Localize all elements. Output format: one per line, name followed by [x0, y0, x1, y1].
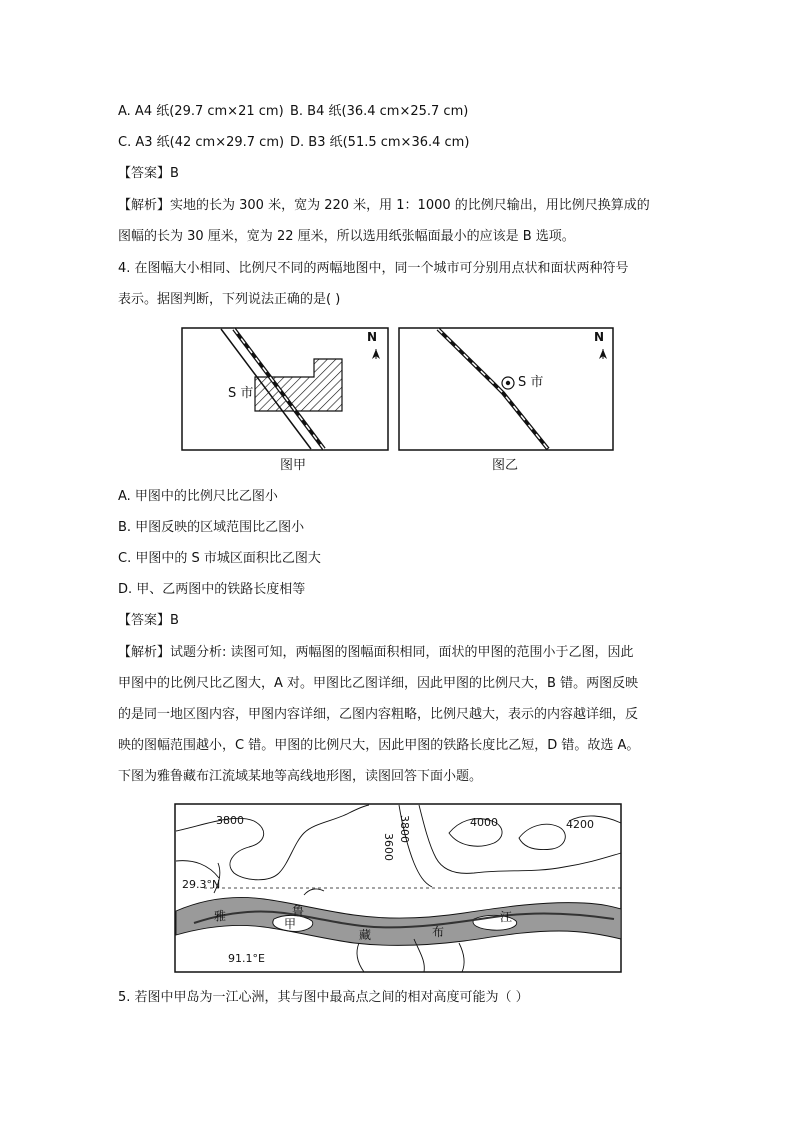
q4-analysis-line1: 【解析】试题分析: 读图可知，两幅图的图幅面积相同，面状的甲图的范围小于乙图，因此: [118, 645, 634, 660]
contour-label-3800-left: 3800: [216, 814, 244, 827]
river-char-jiang: 江: [500, 910, 513, 924]
figure-jia: [181, 327, 389, 451]
figure-jia-caption: 图甲: [280, 458, 307, 473]
q4-option-a: A. 甲图中的比例尺比乙图小: [118, 489, 278, 504]
q4-option-c: C. 甲图中的 S 市城区面积比乙图大: [118, 551, 321, 566]
north-label: N: [594, 330, 605, 344]
river-char-bu: 布: [432, 925, 445, 939]
map-intro: 下图为雅鲁藏布江流域某地等高线地形图，读图回答下面小题。: [118, 769, 483, 784]
river-char-zang: 藏: [359, 928, 372, 942]
q4-answer: 【答案】B: [118, 613, 179, 628]
q4-analysis-line2: 甲图中的比例尺比乙图大，A 对。甲图比乙图详细，因此甲图的比例尺大，B 错。两图反映: [118, 676, 639, 691]
q4-option-d: D. 甲、乙两图中的铁路长度相等: [118, 582, 306, 597]
q3-analysis-line1: 【解析】实地的长为 300 米，宽为 220 米，用 1：1000 的比例尺输出，用比例尺换算成的: [118, 198, 650, 213]
island-label: 甲: [284, 917, 297, 931]
q4-stem-line1: 4. 在图幅大小相同、比例尺不同的两幅地图中，同一个城市可分别用点状和面状两种符号: [118, 261, 629, 276]
q4-option-b: B. 甲图反映的区域范围比乙图小: [118, 520, 305, 535]
q3-answer: 【答案】B: [118, 166, 179, 181]
q3-analysis-line2: 图幅的长为 30 厘米，宽为 22 厘米，所以选用纸张幅面最小的应该是 B 选项。: [118, 229, 575, 244]
river-char-lu: 鲁: [292, 904, 305, 918]
figure-yi: [398, 327, 614, 451]
contour-label-3800-mid: 3800: [398, 815, 411, 843]
city-label: S 市: [518, 375, 544, 390]
q3-option-a: A. A4 纸(29.7 cm×21 cm): [118, 104, 284, 119]
q3-option-b: B. B4 纸(36.4 cm×25.7 cm): [290, 104, 469, 119]
contour-label-3600: 3600: [382, 833, 395, 861]
q4-analysis-line4: 映的图幅范围越小，C 错。甲图的比例尺大，因此甲图的铁路长度比乙短，D 错。故选 A。: [118, 738, 640, 753]
q4-analysis-line3: 的是同一地区图内容，甲图内容详细，乙图内容粗略，比例尺越大，表示的内容越详细，反: [118, 707, 639, 722]
city-label: S 市: [228, 386, 254, 401]
latitude-label: 29.3°N: [182, 878, 221, 891]
figure-jia-map: [181, 327, 389, 451]
contour-label-4200: 4200: [566, 818, 594, 831]
q5-stem: 5. 若图中甲岛为一江心洲，其与图中最高点之间的相对高度可能为（ ）: [118, 990, 529, 1005]
river-char-ya: 雅: [214, 909, 227, 923]
contour-label-4000: 4000: [470, 816, 498, 829]
longitude-label: 91.1°E: [228, 952, 265, 965]
figure-yi-caption: 图乙: [492, 458, 519, 473]
q3-option-d: D. B3 纸(51.5 cm×36.4 cm): [290, 135, 470, 150]
north-label: N: [367, 330, 378, 344]
q3-option-c: C. A3 纸(42 cm×29.7 cm): [118, 135, 285, 150]
contour-map: [174, 803, 622, 973]
figure-yi-map: [398, 327, 614, 451]
q4-stem-line2: 表示。据图判断，下列说法正确的是( ): [118, 292, 341, 307]
